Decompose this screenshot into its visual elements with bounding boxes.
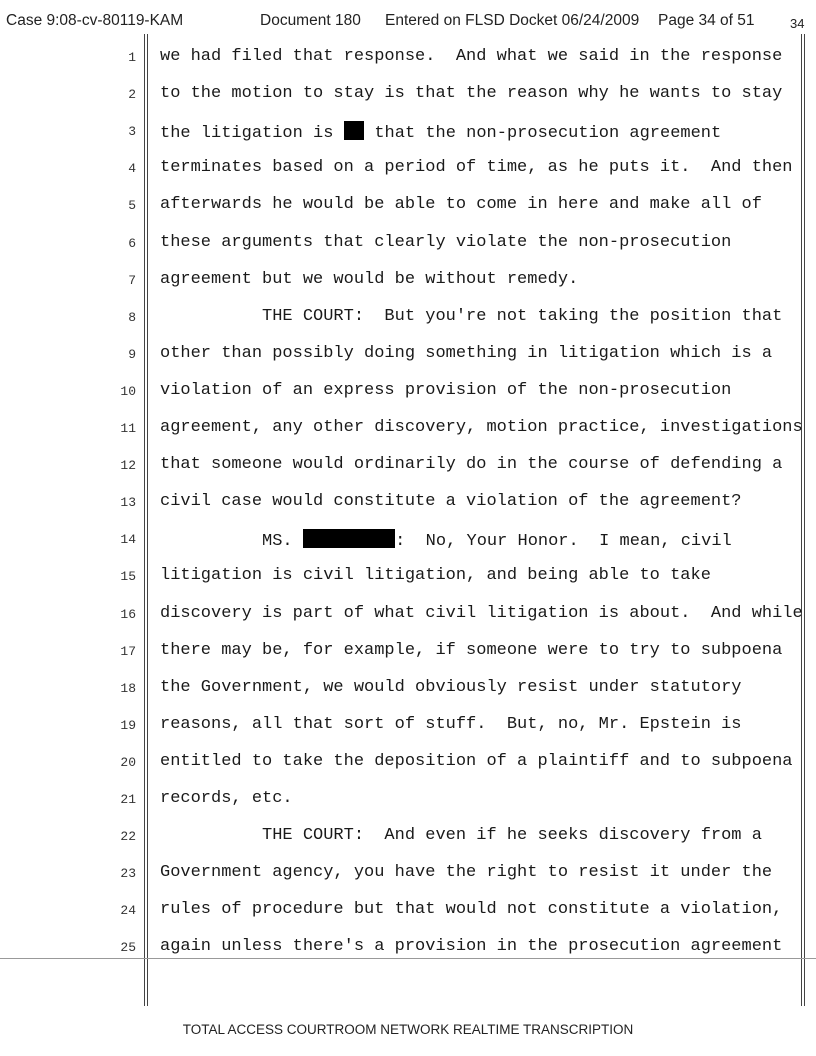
transcript-line: terminates based on a period of time, as he puts it. And then: [160, 158, 793, 178]
line-number: 2: [128, 87, 136, 103]
line-number: 3: [128, 124, 136, 140]
transcript-footer: TOTAL ACCESS COURTROOM NETWORK REALTIME TRANSCRIPTION: [182, 1022, 634, 1037]
redaction-box: [344, 121, 365, 140]
line-number: 21: [120, 792, 136, 807]
right-margin-rule-inner: [804, 34, 805, 1006]
transcript-line: THE COURT: And even if he seeks discovery from a: [160, 826, 762, 846]
line-number: 13: [120, 495, 136, 511]
document-number: Document 180: [260, 12, 361, 29]
transcript-line: [160, 529, 732, 551]
line-number: 1: [128, 50, 136, 65]
transcript-line: other than possibly doing something in litigation which is a: [160, 343, 773, 363]
docket-entry: Entered on FLSD Docket 06/24/2009: [385, 12, 640, 29]
transcript-line: violation of an express provision of the non-prosecution: [160, 380, 732, 400]
line-number: 9: [128, 346, 136, 362]
transcript-line: that someone would ordinarily do in the course of defending a: [160, 455, 783, 475]
line-number: 23: [120, 866, 136, 882]
line-number: 24: [120, 903, 136, 919]
transcript-line: agreement but we would be without remedy.: [160, 269, 579, 289]
transcript-line: litigation is civil litigation, and being able to take: [160, 566, 711, 586]
line-number: 14: [120, 532, 136, 548]
line-text-before: the litigation is: [160, 124, 344, 144]
transcript-line: discovery is part of what civil litigation is about. And while: [160, 603, 803, 623]
line-text-after: that the non-prosecution agreement: [364, 124, 722, 144]
transcript-line: civil case would constitute a violation of the agreement?: [160, 492, 742, 512]
page-of-total: Page 34 of 51: [658, 12, 755, 29]
transcript-line: the Government, we would obviously resist under statutory: [160, 677, 742, 697]
transcript-line: again unless there's a provision in the prosecution agreement: [160, 937, 783, 957]
transcript-line: to the motion to stay is that the reason why he wants to stay: [160, 84, 783, 104]
line-number: 22: [120, 829, 136, 845]
transcript-line: reasons, all that sort of stuff. But, no, Mr. Epstein is: [160, 714, 742, 734]
transcript-line: records, etc.: [160, 789, 293, 808]
line-number: 10: [120, 383, 136, 399]
transcript-line: entitled to take the deposition of a plaintiff and to subpoena: [160, 751, 793, 771]
line-number: 11: [120, 421, 136, 436]
line-text-after: : No, Your Honor. I mean, civil: [395, 532, 732, 552]
page-fold-line: [0, 958, 816, 959]
line-text-before: MS.: [160, 532, 303, 552]
transcript-line: agreement, any other discovery, motion practice, investigations: [160, 418, 803, 437]
transcript-line: rules of procedure but that would not constitute a violation,: [160, 900, 783, 920]
line-number: 18: [120, 680, 136, 696]
transcript-line: [160, 121, 721, 143]
redaction-box: [303, 529, 395, 548]
line-number: 19: [120, 717, 136, 733]
line-number: 5: [128, 198, 136, 214]
line-number: 16: [120, 606, 136, 622]
line-number: 12: [120, 458, 136, 474]
line-number: 17: [120, 643, 136, 659]
case-number: Case 9:08-cv-80119-KAM: [6, 12, 184, 29]
line-number: 8: [128, 309, 136, 325]
line-number: 15: [120, 569, 136, 585]
line-number: 7: [128, 272, 136, 288]
transcript-line: THE COURT: But you're not taking the position that: [160, 306, 783, 326]
transcript-line: afterwards he would be able to come in here and make all of: [160, 195, 762, 215]
line-number: 4: [128, 161, 136, 177]
left-margin-rule: [144, 34, 145, 1006]
line-number: 20: [120, 754, 136, 770]
transcript-line: these arguments that clearly violate the non-prosecution: [160, 232, 732, 252]
left-margin-rule-inner: [147, 34, 148, 1006]
page-number: 34: [790, 16, 805, 31]
right-margin-rule: [801, 34, 802, 1006]
transcript-line: Government agency, you have the right to resist it under the: [160, 863, 773, 883]
line-number: 25: [120, 940, 136, 956]
line-number: 6: [128, 235, 136, 251]
transcript-line: we had filed that response. And what we said in the response: [160, 47, 783, 66]
transcript-line: there may be, for example, if someone were to try to subpoena: [160, 640, 783, 660]
